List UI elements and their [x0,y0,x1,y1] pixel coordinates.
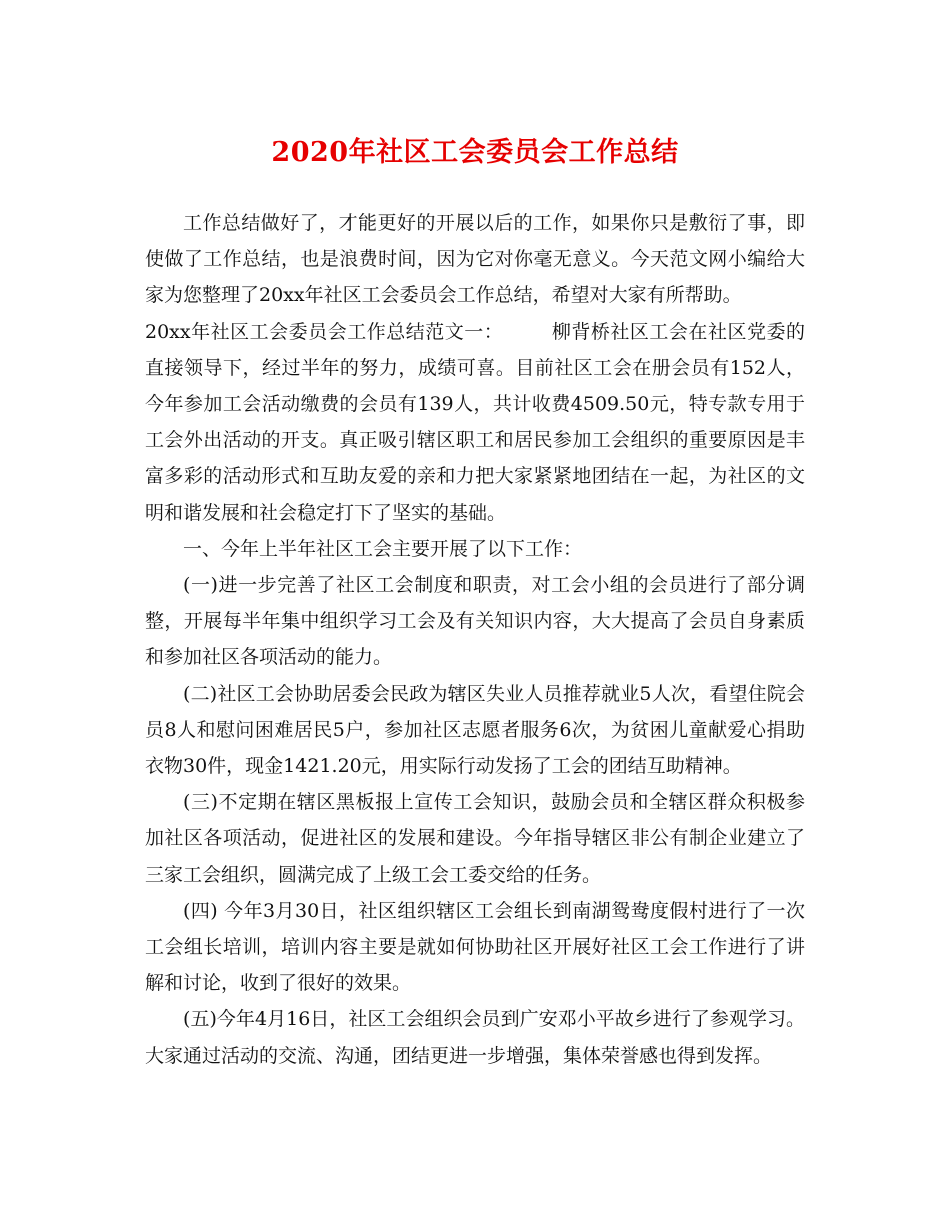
sample-body: 柳背桥社区工会在社区党委的直接领导下，经过半年的努力，成绩可喜。目前社区工会在册会员有152人，今年参加工会活动缴费的会员有139人，共计收费4509.50元，特专款专用于工会外出活动的开支。真正吸引辖区职工和居民参加工会组织的重要原因是丰富多彩的活动形式和互助友爱的亲和力把大家紧紧地团结在一起，为社区的文明和谐发展和社会稳定打下了坚实的基础。 [145,320,805,524]
sample-paragraph [145,314,805,531]
document-title: 2020年社区工会委员会工作总结 [271,137,679,168]
work-item-1: (一)进一步完善了社区工会制度和职责，对工会小组的会员进行了部分调整，开展每半年集中组织学习工会及有关知识内容，大大提高了会员自身素质和参加社区各项活动的能力。 [145,574,805,669]
sample-heading: 20xx年社区工会委员会工作总结范文一： [145,320,504,343]
document-body [145,205,805,1074]
work-item-3: (三)不定期在辖区黑板报上宣传工会知识，鼓励会员和全辖区群众积极参加社区各项活动，促进社区的发展和建设。今年指导辖区非公有制企业建立了三家工会组织，圆满完成了上级工会工委交给的任务。 [145,791,805,886]
section-heading: 一、今年上半年社区工会主要开展了以下工作： [183,537,583,560]
work-item-5: (五)今年4月16日，社区工会组织会员到广安邓小平故乡进行了参观学习。大家通过活动的交流、沟通，团结更进一步增强，集体荣誉感也得到发挥。 [145,1008,805,1067]
work-item-2: (二)社区工会协助居委会民政为辖区失业人员推荐就业5人次，看望住院会员8人和慰问困难居民5户，参加社区志愿者服务6次，为贫困儿童献爱心捐助衣物30件，现金1421.20元，用实际行动发扬了工会的团结互助精神。 [145,682,805,778]
intro-paragraph: 工作总结做好了，才能更好的开展以后的工作，如果你只是敷衍了事，即使做了工作总结，也是浪费时间，因为它对你毫无意义。今天范文网小编给大家为您整理了20xx年社区工会委员会工作总结，希望对大家有所帮助。 [145,212,805,307]
work-item-4: (四) 今年3月30日，社区组织辖区工会组长到南湖鸳鸯度假村进行了一次工会组长培训，培训内容主要是就如何协助社区开展好社区工会工作进行了讲解和讨论，收到了很好的效果。 [145,899,805,995]
